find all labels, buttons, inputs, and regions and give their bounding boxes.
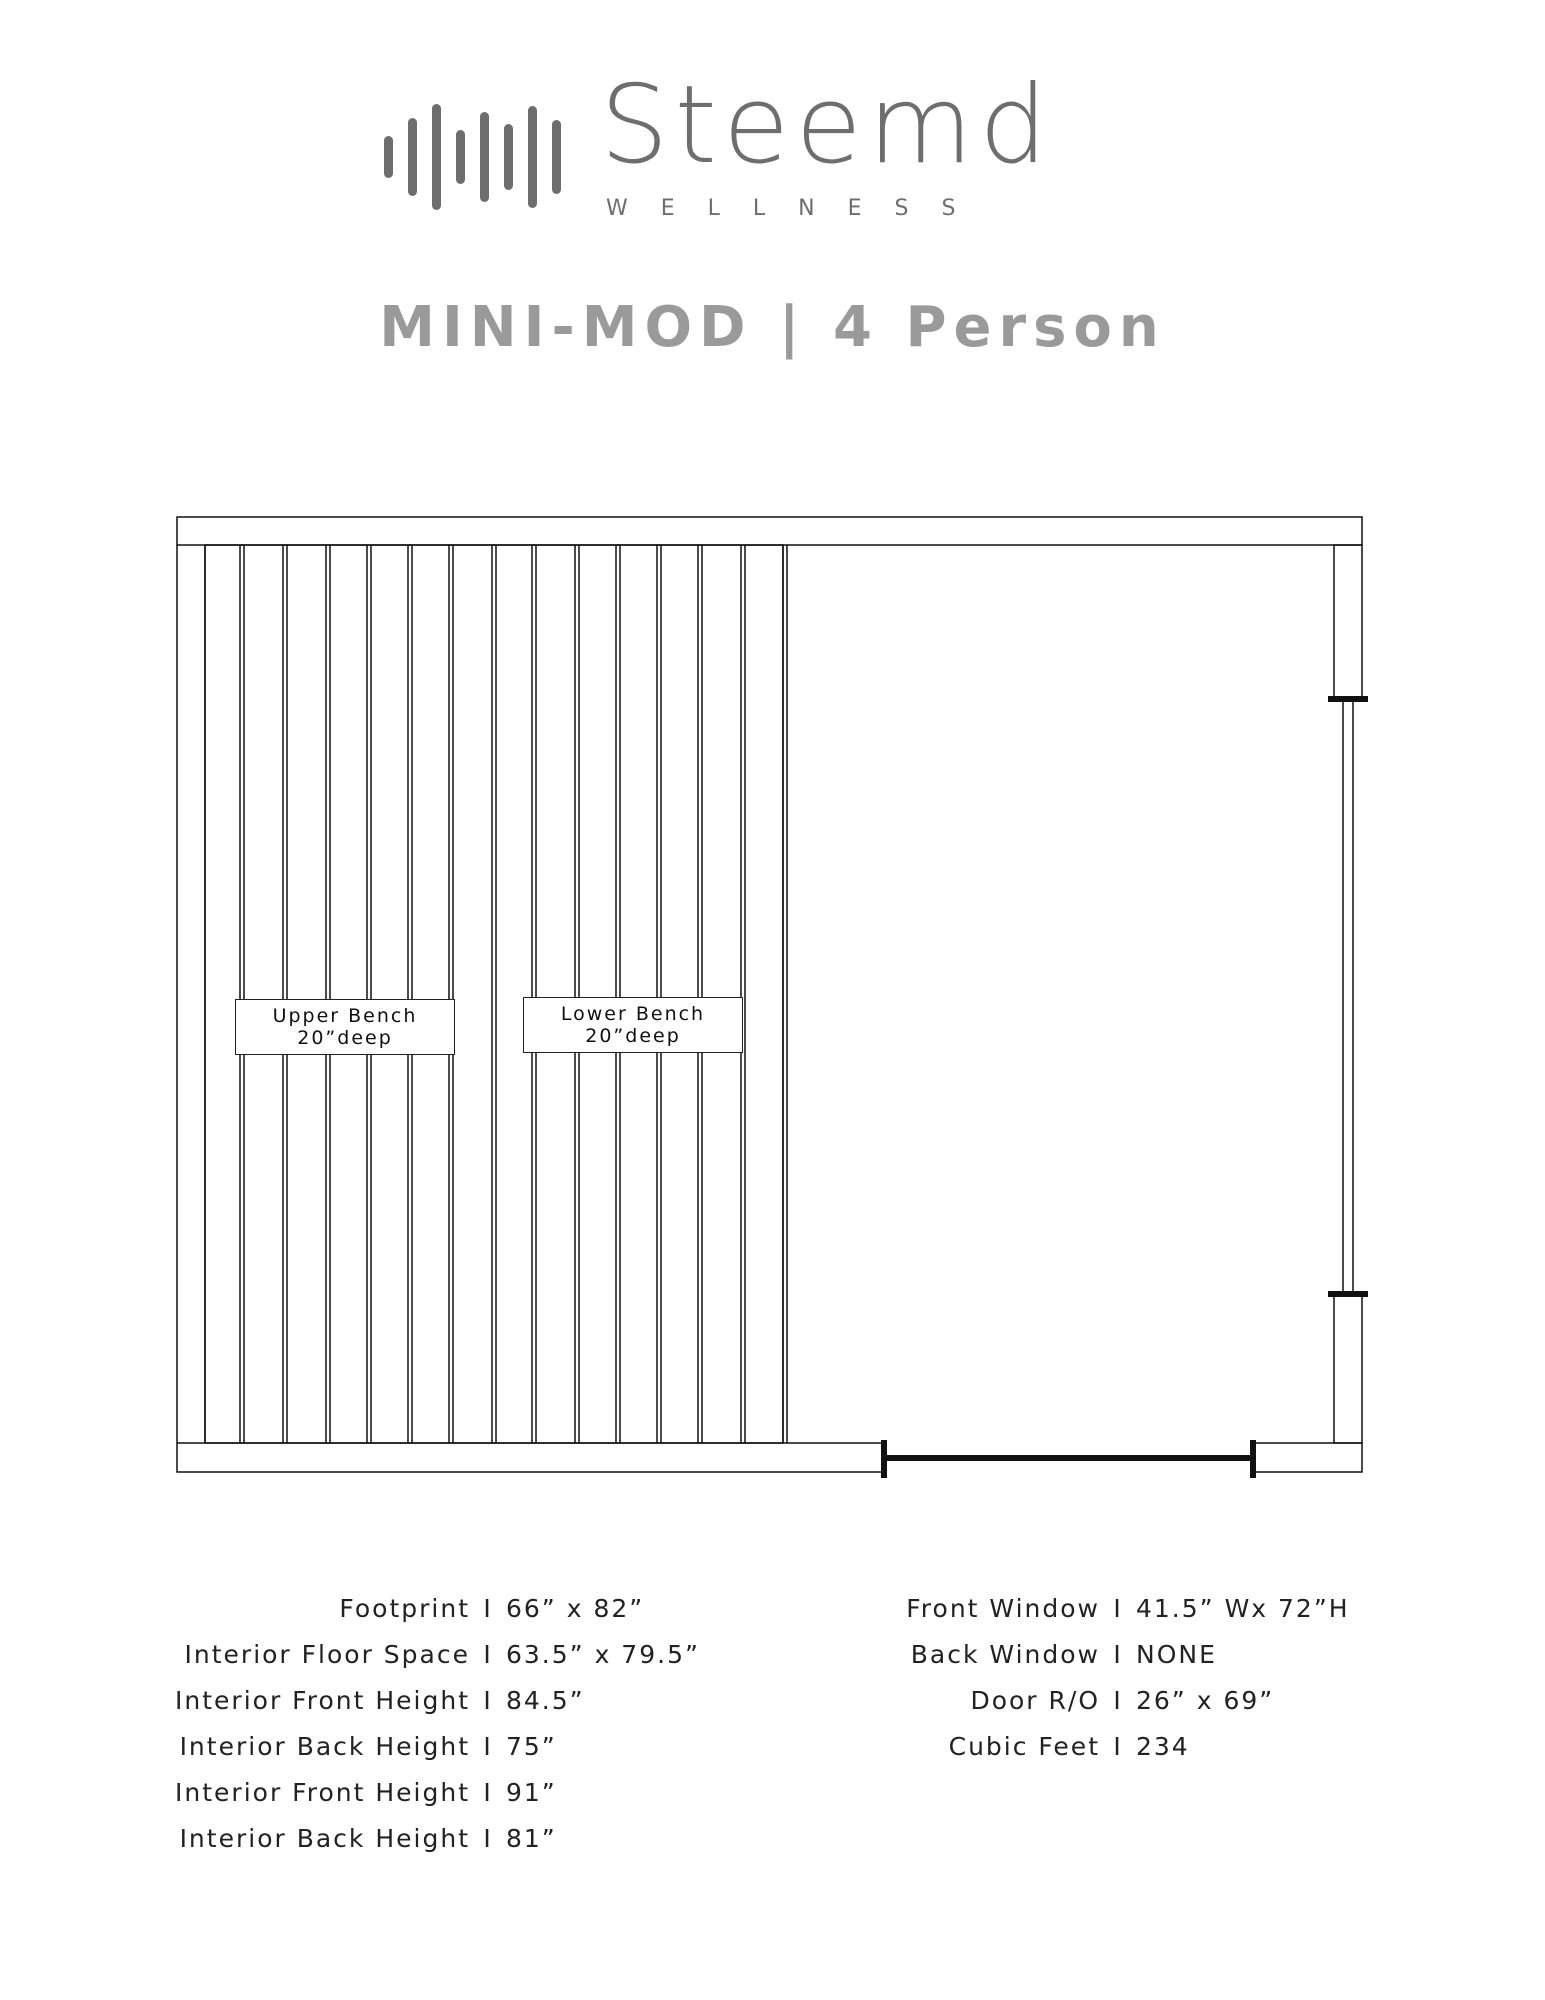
spec-row [100, 1585, 700, 1631]
specs-right [800, 1585, 1350, 1769]
spec-row [800, 1585, 1350, 1631]
spec-label: Interior Front Height [175, 1685, 470, 1715]
spec-row [100, 1815, 700, 1861]
lower-bench-depth: 20”deep [585, 1025, 681, 1047]
spec-separator: I [1113, 1639, 1123, 1669]
spec-row [100, 1677, 700, 1723]
top-wall [177, 517, 1362, 545]
spec-separator: I [1113, 1685, 1123, 1715]
spec-label: Interior Back Height [179, 1731, 470, 1761]
spec-row [100, 1631, 700, 1677]
right-wall-lower [1334, 1294, 1362, 1443]
spec-separator: I [483, 1593, 493, 1623]
upper-bench-slats [240, 545, 453, 1443]
spec-label: Door R/O [970, 1685, 1100, 1715]
spec-row [800, 1723, 1350, 1769]
spec-value: 81” [506, 1823, 557, 1853]
spec-label: Footprint [339, 1593, 470, 1623]
spec-value: NONE [1136, 1639, 1217, 1669]
spec-row [800, 1677, 1350, 1723]
upper-bench-depth: 20”deep [297, 1027, 393, 1049]
spec-value: 26” x 69” [1136, 1685, 1275, 1715]
brand-subtitle: WELLNESS [606, 196, 989, 221]
bottom-wall-left [177, 1443, 884, 1472]
spec-value: 75” [506, 1731, 557, 1761]
spec-separator: I [1113, 1731, 1123, 1761]
spec-label: Interior Front Height [175, 1777, 470, 1807]
spec-value: 84.5” [506, 1685, 585, 1715]
spec-separator: I [483, 1639, 493, 1669]
door-opening [884, 1440, 1253, 1478]
spec-label: Front Window [906, 1593, 1100, 1623]
spec-value: 41.5” Wx 72”H [1136, 1593, 1350, 1623]
spec-separator: I [1113, 1593, 1123, 1623]
spec-value: 66” x 82” [506, 1593, 645, 1623]
spec-separator: I [483, 1731, 493, 1761]
page-title: MINI-MOD | 4 Person [379, 295, 1166, 360]
spec-label: Interior Back Height [179, 1823, 470, 1853]
bottom-wall-right [1253, 1443, 1362, 1472]
spec-separator: I [483, 1685, 493, 1715]
spec-row [100, 1769, 700, 1815]
bench-region [205, 545, 783, 1443]
specs-left [100, 1585, 700, 1861]
spec-label: Cubic Feet [948, 1731, 1100, 1761]
lower-bench-name: Lower Bench [560, 1003, 706, 1025]
spec-row [800, 1631, 1350, 1677]
lower-bench-slats [532, 545, 745, 1443]
spec-label: Back Window [910, 1639, 1100, 1669]
upper-bench-label [235, 999, 455, 1055]
spec-value: 63.5” x 79.5” [506, 1639, 700, 1669]
spec-value: 91” [506, 1777, 557, 1807]
spec-separator: I [483, 1777, 493, 1807]
spec-label: Interior Floor Space [184, 1639, 470, 1669]
upper-bench-name: Upper Bench [272, 1005, 418, 1027]
spec-value: 234 [1136, 1731, 1190, 1761]
right-wall-upper [1334, 545, 1362, 699]
brand-name: Steemd [600, 63, 1054, 188]
lower-bench-label [523, 997, 743, 1053]
spec-row [100, 1723, 700, 1769]
spec-separator: I [483, 1823, 493, 1853]
